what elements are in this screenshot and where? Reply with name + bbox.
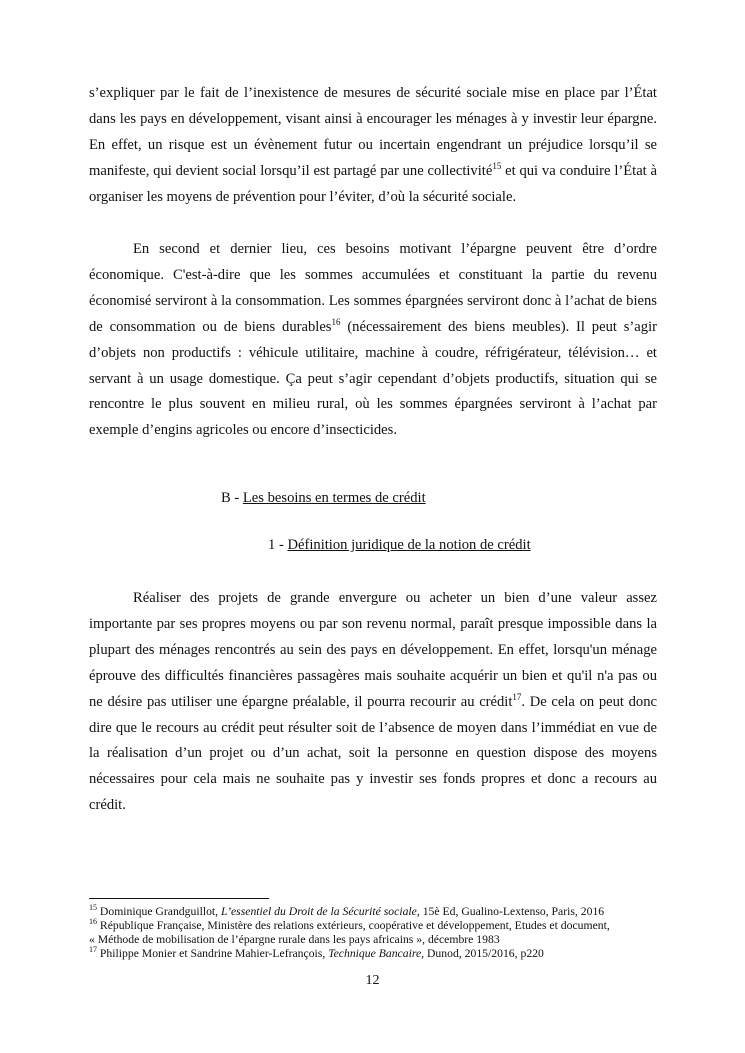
footnote-17: $^{17}$ Philippe Monier et Sandrine Mahier-Lefrançois, Technique Bancaire, Dunod, 2015/2016, p220 bbox=[89, 945, 544, 960]
section-heading-b: B - Les besoins en termes de crédit bbox=[221, 490, 426, 506]
footnote-ref-15[interactable]: 15 bbox=[492, 160, 502, 171]
body-paragraph-1: s’expliquer par le fait de l’inexistence de mesures de sécurité sociale mise en place par l’État dans les pays en développement, visant ainsi à encourager les ménages à y investir leur épargne. En effet, un risque est un évènement futur ou incertain engendrant un préjudice lorsqu’il se manifeste, qui devient social lorsqu’il est partagé par une collectivité$^{15}$ et qui va conduire l’État à organiser les moyens de prévention pour l’éviter, d’où la sécurité sociale. bbox=[89, 85, 658, 205]
footnote-ref-16[interactable]: 16 bbox=[331, 316, 341, 327]
footnote-separator bbox=[89, 898, 269, 899]
page-number: 12 bbox=[365, 973, 380, 988]
body-paragraph-2: En second et dernier lieu, ces besoins motivant l’épargne peuvent être d’ordre économique. C'est-à-dire que les sommes accumulées et constituant la partie du revenu économisé serviront à la consommation. Les sommes épargnées serviront donc à l’achat de biens de consommation ou de biens durables$^{16}$ (nécessairement des biens meubles). Il peut s’agir d’objets non productifs : véhicule utilitaire, machine à coudre, réfrigérateur, télévision… et servant à un usage domestique. Ça peut s’agir cependant d’objets productifs, situation qui se rencontre le plus souvent en milieu rural, où les sommes épargnées serviront à l’achat par exemple d’engins agricoles ou encore d’insecticides. bbox=[89, 241, 657, 439]
footnote-16: $^{16}$ République Française, Ministère des relations extérieurs, coopérative et développement, Etudes et document, « Méthode de mobilisation de l’épargne rurale dans les pays africains », décembre 1983 bbox=[89, 917, 610, 946]
footnote-ref-17[interactable]: 17 bbox=[512, 691, 522, 702]
subsection-heading-1-title: Définition juridique de la notion de crédit bbox=[287, 537, 531, 553]
body-paragraph-3: Réaliser des projets de grande envergure ou acheter un bien d’une valeur assez importante par ses propres moyens ou par son revenu normal, paraît presque impossible dans la plupart des ménages rencontrés au sein des pays en développement. En effet, lorsqu'un ménage éprouve des difficultés financières passagères mais souhaite acquérir un bien et qu'il n'a pas ou ne désire pas utiliser une épargne préalable, il pourra recourir au crédit$^{17}$. De cela on peut donc dire que le recours au crédit peut résulter soit de l’absence de moyen dans l’immédiat en vue de la réalisation d’un projet ou d’un achat, soit la personne en question dispose des moyens nécessaires pour cela mais ne souhaite pas y investir ses fonds propres et donc a recours au crédit. bbox=[89, 590, 657, 814]
subsection-heading-1: 1 - Définition juridique de la notion de crédit bbox=[268, 537, 531, 553]
section-heading-b-title: Les besoins en termes de crédit bbox=[242, 490, 426, 506]
footnote-15: $^{15}$ Dominique Grandguillot, L’essentiel du Droit de la Sécurité sociale, 15è Ed, Gualino-Lextenso, Paris, 2016 bbox=[89, 903, 605, 918]
